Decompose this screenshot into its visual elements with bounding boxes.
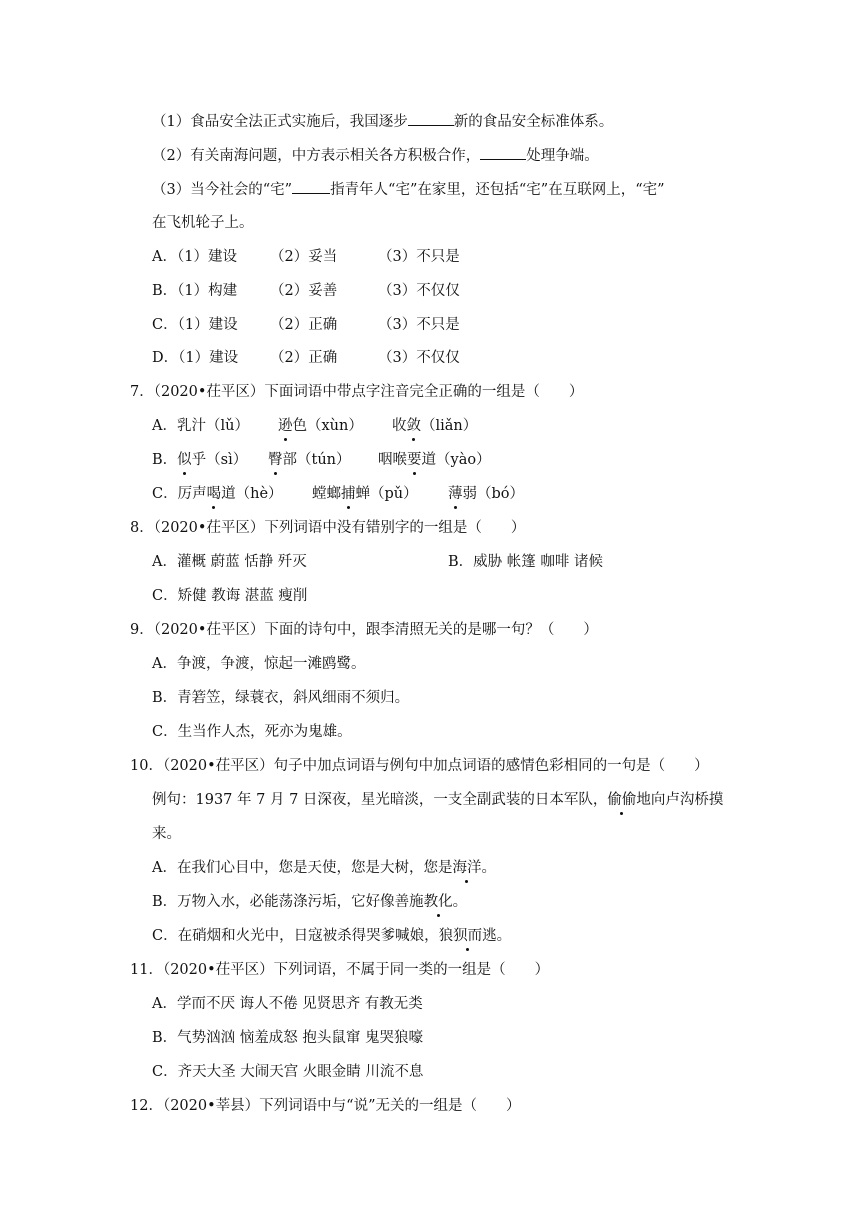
q10-option-b: B．万物入水，必能荡涤污垢，它好像善施教化。 bbox=[152, 894, 468, 910]
q8-option-c: C．矫健 教诲 湛蓝 瘦削 bbox=[152, 588, 308, 604]
q9-stem: 9．（2020•茌平区）下面的诗句中，跟李清照无关的是哪一句？（ ） bbox=[130, 622, 598, 638]
q11-option-c: C．齐天大圣 大闹天宫 火眼金睛 川流不息 bbox=[152, 1064, 424, 1080]
q7-stem: 7．（2020•茌平区）下面词语中带点字注音完全正确的一组是（ ） bbox=[130, 384, 584, 400]
q6-sentence-3-cont: 在飞机轮子上。 bbox=[152, 215, 254, 231]
fill-blank bbox=[292, 179, 330, 194]
q10-stem: 10．（2020•茌平区）句子中加点词语与例句中加点词语的感情色彩相同的一句是（ ） bbox=[130, 758, 709, 774]
q11-option-a: A．学而不厌 诲人不倦 见贤思齐 有教无类 bbox=[152, 996, 423, 1012]
fill-blank bbox=[408, 111, 454, 126]
q6-sentence-3: （3）当今社会的“宅” 指青年人“宅”在家里，还包括“宅”在互联网上，“宅” bbox=[152, 179, 665, 200]
q10-option-a: A．在我们心目中，您是天使，您是大树，您是海洋。 bbox=[152, 860, 496, 876]
q9-option-c: C．生当作人杰，死亦为鬼雄。 bbox=[152, 724, 352, 740]
q11-option-b: B．气势汹汹 恼羞成怒 抱头鼠窜 鬼哭狼嚎 bbox=[152, 1030, 423, 1046]
q8-stem: 8．（2020•茌平区）下列词语中没有错别字的一组是（ ） bbox=[130, 520, 526, 536]
q8-option-a: A．灌概 蔚蓝 恬静 歼灭 bbox=[152, 554, 307, 570]
q9-option-b: B．青箬笠，绿蓑衣，斜风细雨不须归。 bbox=[152, 690, 410, 706]
q8-option-b: B．威胁 帐篷 咖啡 诸候 bbox=[448, 554, 603, 570]
q12-stem: 12．（2020•莘县）下列词语中与“说”无关的一组是（ ） bbox=[130, 1098, 521, 1114]
q6-sentence-2: （2）有关南海问题，中方表示相关各方积极合作， 处理争端。 bbox=[152, 145, 599, 166]
q6-sentence-1: （1）食品安全法正式实施后，我国逐步 新的食品安全标准体系。 bbox=[152, 111, 613, 132]
q11-stem: 11．（2020•茌平区）下列词语，不属于同一类的一组是（ ） bbox=[130, 962, 550, 978]
q10-example-cont: 来。 bbox=[152, 826, 181, 842]
q10-option-c: C．在硝烟和火光中，日寇被杀得哭爹喊娘，狼狈而逃。 bbox=[152, 928, 512, 944]
q9-option-a: A．争渡，争渡，惊起一滩鸥鹭。 bbox=[152, 656, 366, 672]
fill-blank bbox=[480, 145, 526, 160]
q10-example: 例句：1937 年 7 月 7 日深夜，星光暗淡，一支全副武装的日本军队，偷偷地向卢沟桥摸 bbox=[152, 792, 724, 808]
document-page: （1）食品安全法正式实施后，我国逐步 新的食品安全标准体系。 （2）有关南海问题，中方表示相关各方积极合作， 处理争端。 （3）当今社会的“宅” 指青年人“宅”在家里，还包括“宅”在互联网上，“宅” 在飞机轮子上。 A．（1）建设 （2）妥当 （3）不只是 B．（1）构建 （2）妥善 （3）不仅仅 C．（1）建设 （2）正确 （3）不只是 D．（1）建设 （2）正确 （3）不仅仅 7．（2020•茌平区）下面词语中带点字注音完全正确的一组是（ ） A．乳汁（lǔ） 逊色（xùn） 收敛（liǎn） B．似乎（sì） 臀部（tún） 咽喉要道（yào） C．厉声喝道（hè） 螳螂捕蝉（pǔ） 薄弱（bó） 8．（2020•茌平区）下列词语中没有错别字的一组是（ ） A．灌概 蔚蓝 恬静 歼灭 B．威胁 帐篷 咖啡 诸候 C．矫健 教诲 湛蓝 瘦削 9．（2020•茌平区）下面的诗句中，跟李清照无关的是哪一句？（ ） A．争渡，争渡，惊起一滩鸥鹭。 B．青箬笠，绿蓑衣，斜风细雨不须归。 C．生当作人杰，死亦为鬼雄。 10．（2020•茌平区）句子中加点词语与例句中加点词语的感情色彩相同的一句是（ ） 例句：1937 年 7 月 7 日深夜，星光暗淡，一支全副武装的日本军队，偷偷地向卢沟桥摸 来。 A．在我们心目中，您是天使，您是大树，您是海洋。 B．万物入水，必能荡涤污垢，它好像善施教化。 C．在硝烟和火光中，日寇被杀得哭爹喊娘，狼狈而逃。 11．（2020•茌平区）下列词语，不属于同一类的一组是（ ） A．学而不厌 诲人不倦 见贤思齐 有教无类 B．气势汹汹 恼羞成怒 抱头鼠窜 鬼哭狼嚎 C．齐天大圣 大闹天宫 火眼金睛 川流不息 12．（2020•莘县）下列词语中与“说”无关的一组是（ ） bbox=[0, 0, 860, 1216]
